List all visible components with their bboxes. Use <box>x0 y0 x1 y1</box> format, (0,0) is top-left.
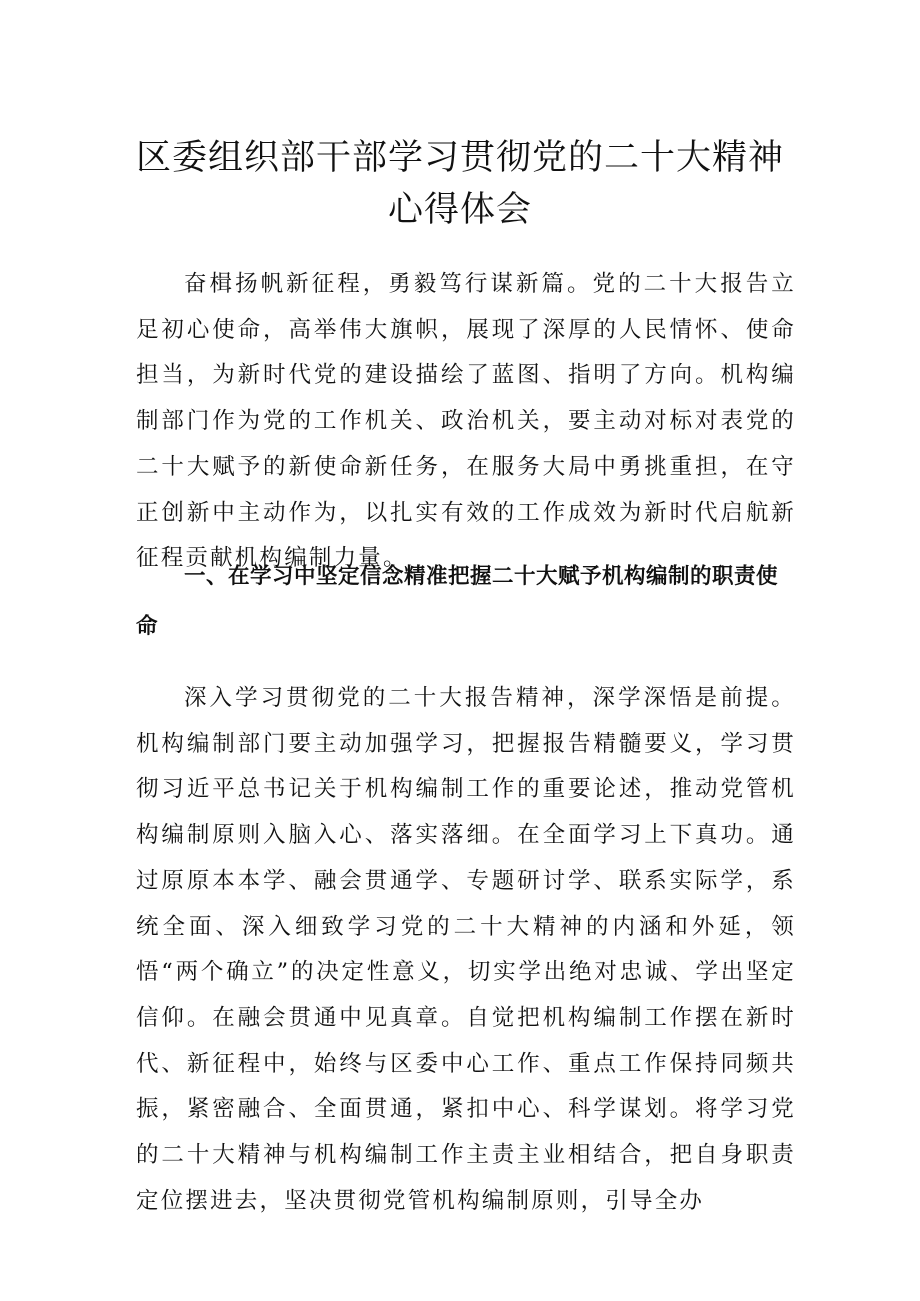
paragraph-section-1: 深入学习贯彻党的二十大报告精神，深学深悟是前提。机构编制部门要主动加强学习，把握报告精髓要义，学习贯彻习近平总书记关于机构编制工作的重要论述，推动党管机构编制原则入脑入心、落实落细。在全面学习上下真功。通过原原本本学、融会贯通学、专题研讨学、联系实际学，系统全面、深入细致学习党的二十大精神的内涵和外延，领悟“两个确立”的决定性意义，切实学出绝对忠诚、学出坚定信仰。在融会贯通中见真章。自觉把机构编制工作摆在新时代、新征程中，始终与区委中心工作、重点工作保持同频共振，紧密融合、全面贯通，紧扣中心、科学谋划。将学习党的二十大精神与机构编制工作主责主业相结合，把自身职责定位摆进去，坚决贯彻党管机构编制原则，引导全办 <box>136 685 796 1214</box>
document-title-line-2: 心得体会 <box>387 190 532 230</box>
section-heading-1: 一、在学习中坚定信念精准把握二十大赋予机构编制的职责使命 <box>136 564 779 639</box>
document-title-line-1: 区委组织部干部学习贯彻党的二十大精神 <box>135 138 784 178</box>
paragraph-intro: 奋楫扬帆新征程，勇毅笃行谋新篇。党的二十大报告立足初心使命，高举伟大旗帜，展现了深厚的人民情怀、使命担当，为新时代党的建设描绘了蓝图、指明了方向。机构编制部门作为党的工作机关、政治机关，要主动对标对表党的二十大赋予的新使命新任务，在服务大局中勇挑重担，在守正创新中主动作为，以扎实有效的工作成效为新时代启航新征程贡献机构编制力量。 <box>136 271 796 572</box>
